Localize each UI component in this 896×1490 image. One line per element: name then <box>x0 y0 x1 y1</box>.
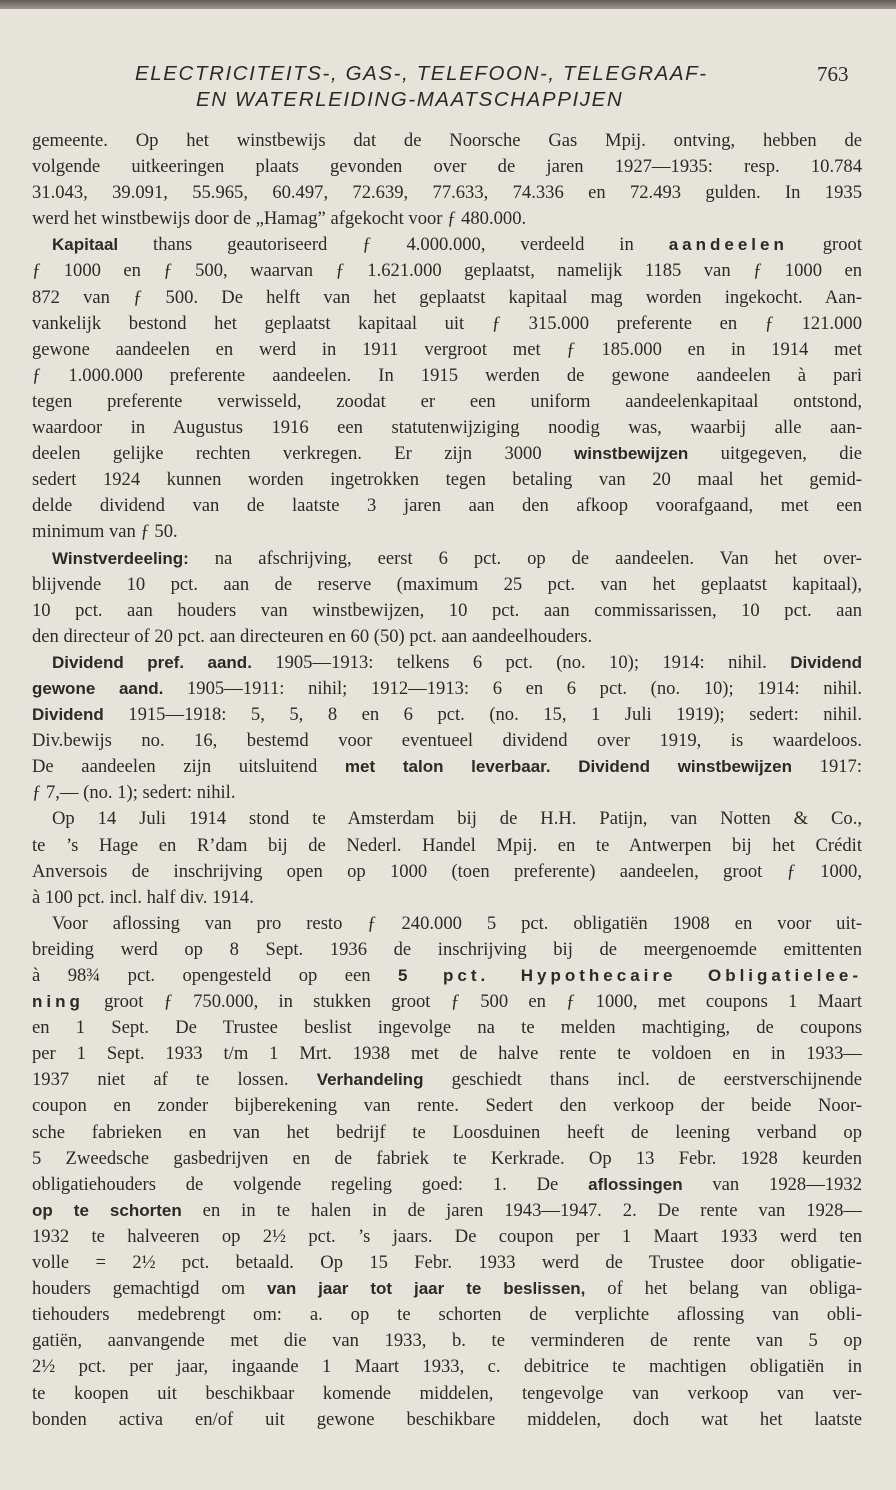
text-run: gemeente. Op het winstbewijs dat de Noorsche Gas Mpij. ontving, hebben de <box>32 130 862 151</box>
text-line <box>32 702 862 728</box>
text-line <box>32 337 862 363</box>
text-run: gatiën, aanvangende met die van 1933, b. te verminderen de rente van 5 op <box>32 1330 862 1352</box>
text-line <box>32 1015 862 1041</box>
text-line <box>32 441 862 467</box>
text-line <box>32 467 862 493</box>
text-run: of het belang van obliga- <box>585 1278 862 1300</box>
text-run: 1932 te halveeren op 2½ pct. ’s jaars. De coupon per 1 Maart 1933 werd ten <box>32 1225 862 1247</box>
text-line <box>32 1067 862 1093</box>
text-run: deelen gelijke rechten verkregen. Er zijn 3000 <box>32 443 575 465</box>
text-run: na afschrijving, eerst 6 pct. op de aandeelen. Van het over- <box>188 547 862 569</box>
text-line <box>32 1093 862 1119</box>
text-line <box>32 572 862 598</box>
text-run: te ’s Hage en R’dam bij de Nederl. Handel Mpij. en te Antwerpen bij het Crédit <box>32 834 862 856</box>
text-line <box>32 885 862 911</box>
text-run: ƒ 7,— (no. 1); sedert: nihil. <box>32 782 236 804</box>
text-line <box>32 1302 862 1328</box>
bold-term: Verhandeling <box>316 1070 424 1090</box>
text-run: Voor aflossing van pro resto ƒ 240.000 5 pct. obligatiën 1908 en voor uit- <box>52 912 862 934</box>
text-line <box>32 859 862 885</box>
text-run: volgende uitkeeringen plaats gevonden over de jaren 1927—1935: resp. 10.784 <box>32 156 862 178</box>
text-run: en in te halen in de jaren 1943—1947. 2. De rente van 1928— <box>181 1199 862 1221</box>
bold-term: Dividend winstbewijzen <box>578 757 793 777</box>
text-line <box>32 546 862 572</box>
text-line <box>32 911 862 937</box>
text-line <box>32 1198 862 1224</box>
page-body-text <box>32 128 862 1433</box>
text-run: en 1 Sept. De Trustee beslist ingevolge na te melden machtiging, de coupons <box>32 1017 862 1039</box>
bold-term: van jaar tot jaar te beslissen, <box>266 1279 586 1299</box>
text-run: sedert 1924 kunnen worden ingetrokken tegen betaling van 20 maal het gemid- <box>32 469 862 491</box>
bold-term: Winstverdeeling: <box>52 548 189 568</box>
text-run: 1905—1913: telkens 6 pct. (no. 10); 1914: nihil. <box>251 651 791 673</box>
text-run: De aandeelen zijn uitsluitend <box>32 756 345 778</box>
bold-term: 5 pct. Hypothecaire Obligatielee- <box>398 966 862 985</box>
bold-term: Dividend pref. aand. <box>52 652 252 672</box>
text-line <box>32 1146 862 1172</box>
text-line <box>32 1354 862 1380</box>
bold-term: met talon leverbaar. <box>344 757 551 777</box>
text-run: waardoor in Augustus 1916 een statutenwijziging noodig was, waarbij alle aan- <box>32 417 862 439</box>
text-run: ƒ 1.000.000 preferente aandeelen. In 1915 werden de gewone aandeelen à pari <box>32 364 862 386</box>
bold-term: op te schorten <box>32 1200 182 1220</box>
text-run: gewone aandeelen en werd in 1911 vergroot met ƒ 185.000 en in 1914 met <box>32 338 862 360</box>
text-run: 5 Zweedsche gasbedrijven en de fabriek te Kerkrade. Op 13 Febr. 1928 keurden <box>32 1147 862 1169</box>
text-line <box>32 1250 862 1276</box>
text-line <box>32 598 862 624</box>
text-line <box>32 363 862 389</box>
text-run: thans geautoriseerd ƒ 4.000.000, verdeeld in <box>118 234 669 256</box>
text-run: tiehouders medebrengt om: a. op te schorten de verplichte aflossing van obli- <box>32 1304 862 1326</box>
text-line <box>32 1381 862 1407</box>
text-run: werd het winstbewijs door de „Hamag” afgekocht voor ƒ 480.000. <box>32 208 527 230</box>
text-run: sche fabrieken en van het bedrijf te Loosduinen heeft de leening verband op <box>32 1121 862 1143</box>
text-line <box>32 389 862 415</box>
text-line <box>32 232 862 258</box>
text-line <box>32 963 862 989</box>
bold-term: Kapitaal <box>52 235 119 255</box>
bold-term: aflossingen <box>588 1174 683 1194</box>
text-line <box>32 1041 862 1067</box>
text-line <box>32 676 862 702</box>
text-line <box>32 1328 862 1354</box>
text-line <box>32 519 862 545</box>
text-line <box>32 728 862 754</box>
text-run: groot <box>787 234 862 256</box>
text-run: 1937 niet af te lossen. <box>32 1069 317 1091</box>
bold-term: ning <box>32 992 84 1012</box>
text-line <box>32 154 862 180</box>
text-run: 2½ pct. per jaar, ingaande 1 Maart 1933, c. debitrice te machtigen obligatiën in <box>32 1356 862 1378</box>
text-run: 1915—1918: 5, 5, 8 en 6 pct. (no. 15, 1 Juli 1919); sedert: nihil. <box>103 704 862 726</box>
text-run: blijvende 10 pct. aan de reserve (maximum 25 pct. van het geplaatst kapitaal), <box>32 573 862 595</box>
text-line <box>32 937 862 963</box>
text-run: 31.043, 39.091, 55.965, 60.497, 72.639, 77.633, 74.336 en 72.493 gulden. In 1935 <box>32 182 862 204</box>
text-line <box>32 650 862 676</box>
text-run: geschiedt thans incl. de eerstverschijnende <box>423 1069 862 1091</box>
text-run: Div.bewijs no. 16, bestemd voor eventueel dividend over 1919, is waardeloos. <box>32 730 862 752</box>
text-run: uitgegeven, die <box>688 443 862 465</box>
text-line <box>32 1120 862 1146</box>
text-run: delde dividend van de laatste 3 jaren aan den afkoop voorafgaand, met een <box>32 495 862 517</box>
text-run: breiding werd op 8 Sept. 1936 de inschrijving bij de meergenoemde emittenten <box>32 938 862 960</box>
bold-term: aandeelen <box>668 235 788 255</box>
text-run: coupon en zonder bijberekening van rente. Sedert den verkoop der beide Noor- <box>32 1095 862 1117</box>
text-run: van 1928—1932 <box>682 1173 862 1195</box>
text-line <box>32 806 862 832</box>
text-run: 1905—1911: nihil; 1912—1913: 6 en 6 pct. (no. 10); 1914: nihil. <box>163 677 862 699</box>
text-line <box>32 258 862 284</box>
text-line <box>32 493 862 519</box>
text-run: obligatiehouders de volgende regeling goed: 1. De <box>32 1173 589 1195</box>
text-line <box>32 989 862 1015</box>
text-line <box>32 754 862 780</box>
bold-term: Dividend <box>790 652 862 672</box>
text-run: à 98¾ pct. opengesteld op een <box>32 965 399 986</box>
text-run: 1917: <box>792 756 862 778</box>
page-header <box>0 58 896 118</box>
text-run: 10 pct. aan houders van winstbewijzen, 10 pct. aan commissarissen, 10 pct. aan <box>32 599 862 621</box>
bold-term: gewone aand. <box>32 678 164 698</box>
text-line <box>32 1407 862 1433</box>
text-line <box>32 206 862 232</box>
text-run: volle = 2½ pct. betaald. Op 15 Febr. 1933 werd de Trustee door obligatie- <box>32 1252 862 1274</box>
text-run <box>551 756 579 777</box>
text-line <box>32 624 862 650</box>
text-line <box>32 780 862 806</box>
text-line <box>32 311 862 337</box>
text-run: ƒ 1000 en ƒ 500, waarvan ƒ 1.621.000 geplaatst, namelijk 1185 van ƒ 1000 en <box>32 260 862 282</box>
text-run: Op 14 Juli 1914 stond te Amsterdam bij de H.H. Patijn, van Notten & Co., <box>52 808 862 830</box>
scan-top-edge <box>0 0 896 9</box>
running-title-line-2: EN WATERLEIDING-MAATSCHAPPIJEN <box>196 88 624 111</box>
bold-term: Dividend <box>32 705 104 725</box>
text-line <box>32 415 862 441</box>
text-line <box>32 128 862 154</box>
text-line <box>32 285 862 311</box>
text-run: bonden activa en/of uit gewone beschikbare middelen, doch wat het laatste <box>32 1408 862 1430</box>
text-run: den directeur of 20 pct. aan directeuren en 60 (50) pct. aan aandeelhouders. <box>32 625 593 647</box>
text-line <box>32 180 862 206</box>
text-line <box>32 1224 862 1250</box>
running-title-line-1: ELECTRICITEITS-, GAS-, TELEFOON-, TELEGRAAF- <box>135 62 708 85</box>
text-run: per 1 Sept. 1933 t/m 1 Mrt. 1938 met de halve rente te voldoen en in 1933— <box>32 1043 862 1065</box>
text-line <box>32 1172 862 1198</box>
text-run: houders gemachtigd om <box>32 1278 267 1300</box>
text-line <box>32 1276 862 1302</box>
text-line <box>32 833 862 859</box>
text-run: Anversois de inschrijving open op 1000 (toen preferente) aandeelen, groot ƒ 1000, <box>32 860 862 882</box>
bold-term: winstbewijzen <box>574 444 689 464</box>
text-run: groot ƒ 750.000, in stukken groot ƒ 500 en ƒ 1000, met coupons 1 Maart <box>83 991 862 1013</box>
text-run: vankelijk bestond het geplaatst kapitaal uit ƒ 315.000 preferente en ƒ 121.000 <box>32 312 862 334</box>
text-run: tegen preferente verwisseld, zoodat er een uniform aandeelenkapitaal ontstond, <box>32 390 862 412</box>
page-number: 763 <box>817 62 849 86</box>
text-run: minimum van ƒ 50. <box>32 521 178 543</box>
text-run: à 100 pct. incl. half div. 1914. <box>32 886 254 908</box>
text-run: te koopen uit beschikbaar komende middelen, tengevolge van verkoop van ver- <box>32 1382 862 1404</box>
text-run: 872 van ƒ 500. De helft van het geplaatst kapitaal mag worden ingekocht. Aan- <box>32 286 862 308</box>
